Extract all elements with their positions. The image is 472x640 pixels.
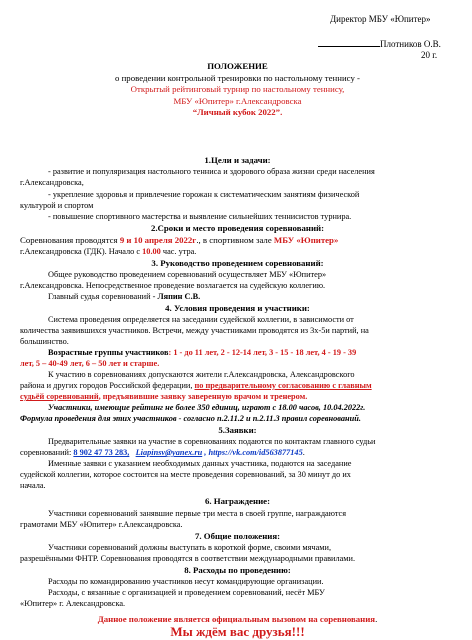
s5-text: судейской коллегии, которое состоится на месте проведения соревнований, за 30 минут до их xyxy=(20,470,351,479)
s6-text: Участники соревнований занявшие первые три места в своей группе, награждаются xyxy=(48,509,347,518)
s5-text: соревнований: xyxy=(20,448,74,457)
title-line-2: Открытый рейтинговый турнир по настольному теннису, xyxy=(130,84,345,94)
s4-text: Система проведения определяется на заседании судейской коллегии, в зависимости от xyxy=(48,315,354,324)
s8-text: Расходы, с вязанные с организацией и проведением соревнований, несёт МБУ xyxy=(48,588,325,597)
s2-text: Соревнования проводятся xyxy=(20,235,120,245)
age-groups-list-cont: лет, 5 – 40-49 лет, 6 – 50 лет и старше. xyxy=(20,359,160,368)
chief-judge-label: Главный судья соревнований - xyxy=(48,292,158,301)
signer-name: Плотников О.В. xyxy=(318,38,441,49)
contact-vk-link[interactable]: https://vk.com/id563877145 xyxy=(208,448,303,457)
s1-text: - развитие и популяризация настольного тенниса и здорового образа жизни среди населения xyxy=(48,167,375,176)
s2-text: г.Александровска (ГДК). Начало с xyxy=(20,247,143,256)
rating-rule-cont: Формула проведения для этих участников - согласно п.2.11.2 и п.2.11.3 правил соревнований. xyxy=(20,414,361,423)
age-groups-line xyxy=(20,348,455,358)
s2-dates-line xyxy=(20,235,455,245)
s1-text: - укрепление здоровья и привлечение горожан к систематическим занятиям физической xyxy=(48,190,360,199)
document-heading: ПОЛОЖЕНИЕ xyxy=(207,61,268,71)
contacts-dot: . xyxy=(302,448,305,457)
welcome-message: Мы ждём вас друзья!!! xyxy=(170,624,305,639)
chief-judge-name: Ляпин С.В. xyxy=(157,292,201,301)
s5-text: Именные заявки с указанием необходимых данных участника, подаются на заседание xyxy=(48,459,352,468)
s6-text: грамотами МБУ «Юпитер» г.Александровска. xyxy=(20,520,183,529)
section-8-title: 8. Расходы по проведению: xyxy=(184,565,291,575)
s7-text: разрешёнными ФНТР. Соревнования проводятся в соответствии международными правилами. xyxy=(20,554,356,563)
contact-email[interactable]: Liapinsv@yanex.ru xyxy=(135,448,203,457)
s3-text: г.Александровска. Непосредственное проведение возлагается на судейскую коллегию. xyxy=(20,281,326,290)
s1-text: культурой и спортом xyxy=(20,201,94,210)
contacts-separator: , xyxy=(202,448,209,457)
s1-text: - повышение спортивного мастерства и выявление сильнейших теннисистов турнира. xyxy=(48,212,352,221)
official-call: Данное положение является официальным вызовом на соревнования xyxy=(97,614,376,624)
contact-phone[interactable]: 8 902 47 73 283, xyxy=(73,448,130,457)
rating-rule: Участники, имеющие рейтинг не более 350 единиц, играют с 18.00 часов, 10.04.2022г. xyxy=(48,403,366,412)
s4-text: количества заявившихся участников. Встречи, между участниками проводятся из 3х-5и партий, на xyxy=(20,326,369,335)
s7-text: Участники соревнований должны выступать в короткой форме, своими мячами, xyxy=(48,543,332,552)
section-2-title: 2.Сроки и место проведения соревнований: xyxy=(150,223,325,233)
title-line-1: о проведении контрольной тренировки по настольному теннису - xyxy=(114,73,360,83)
official-call-dot: . xyxy=(375,614,378,624)
title-line-4: “Личный кубок 2022”. xyxy=(192,107,283,117)
age-groups-list: : 1 - до 11 лет, 2 - 12-14 лет, 3 - 15 - 18 лет, 4 - 19 - 39 xyxy=(168,348,357,357)
section-4-title: 4. Условия проведения и участники: xyxy=(165,303,310,313)
section-3-title: 3. Руководство проведением соревнований: xyxy=(151,258,324,268)
agreement-condition-cont: судьёй соревнований xyxy=(20,392,99,401)
section-5-title: 5.Заявки: xyxy=(218,425,257,435)
s4-text: К участию в соревнованиях допускаются жители г.Александровска, Александровского xyxy=(48,370,355,379)
approval-year: 20 г. xyxy=(421,50,438,60)
section-7-title: 7. Общие положения: xyxy=(194,531,281,541)
s1-text: г.Александровска, xyxy=(20,178,84,187)
agreement-condition: по предварительному согласованию с главным xyxy=(194,381,372,390)
s5-text: Предварительные заявки на участие в соревнованиях подаются по контактам главного судьи xyxy=(48,437,376,446)
s2-time-line xyxy=(20,247,455,257)
s3-text: Общее руководство проведением соревнований осуществляет МБУ «Юпитер» xyxy=(48,270,327,279)
s8-text: «Юпитер» г. Александровска. xyxy=(20,599,126,608)
chief-judge-line xyxy=(20,292,455,302)
event-dates: 9 и 10 апреля 2022г xyxy=(119,235,197,245)
signature-line xyxy=(318,38,380,47)
event-venue: МБУ «Юпитер» xyxy=(273,235,339,245)
s4-text: района и других городов Российской федерации, xyxy=(20,381,195,390)
s4-text: большинство. xyxy=(20,337,69,346)
s4-agreement-line-2 xyxy=(20,392,455,402)
s2-text: час. утра. xyxy=(160,247,197,256)
s5-text: начала. xyxy=(20,481,46,490)
director-title: Директор МБУ «Юпитер» xyxy=(330,14,431,24)
official-call-line xyxy=(20,614,455,624)
section-1-title: 1.Цели и задачи: xyxy=(204,155,271,165)
title-line-3: МБУ «Юпитер» г.Александровска xyxy=(173,96,302,106)
s8-text: Расходы по командированию участников несут командирующие организации. xyxy=(48,577,324,586)
contacts-line xyxy=(20,448,455,458)
s4-agreement-line xyxy=(20,381,455,391)
section-6-title: 6. Награждение: xyxy=(204,496,271,506)
s2-text: ., в спортивном зале xyxy=(196,235,274,245)
start-time: 10.00 xyxy=(142,247,161,256)
age-groups-label: Возрастные группы участников xyxy=(48,348,169,357)
application-requirement: , предъявившие заявку заверенную врачом и тренером. xyxy=(98,392,308,401)
